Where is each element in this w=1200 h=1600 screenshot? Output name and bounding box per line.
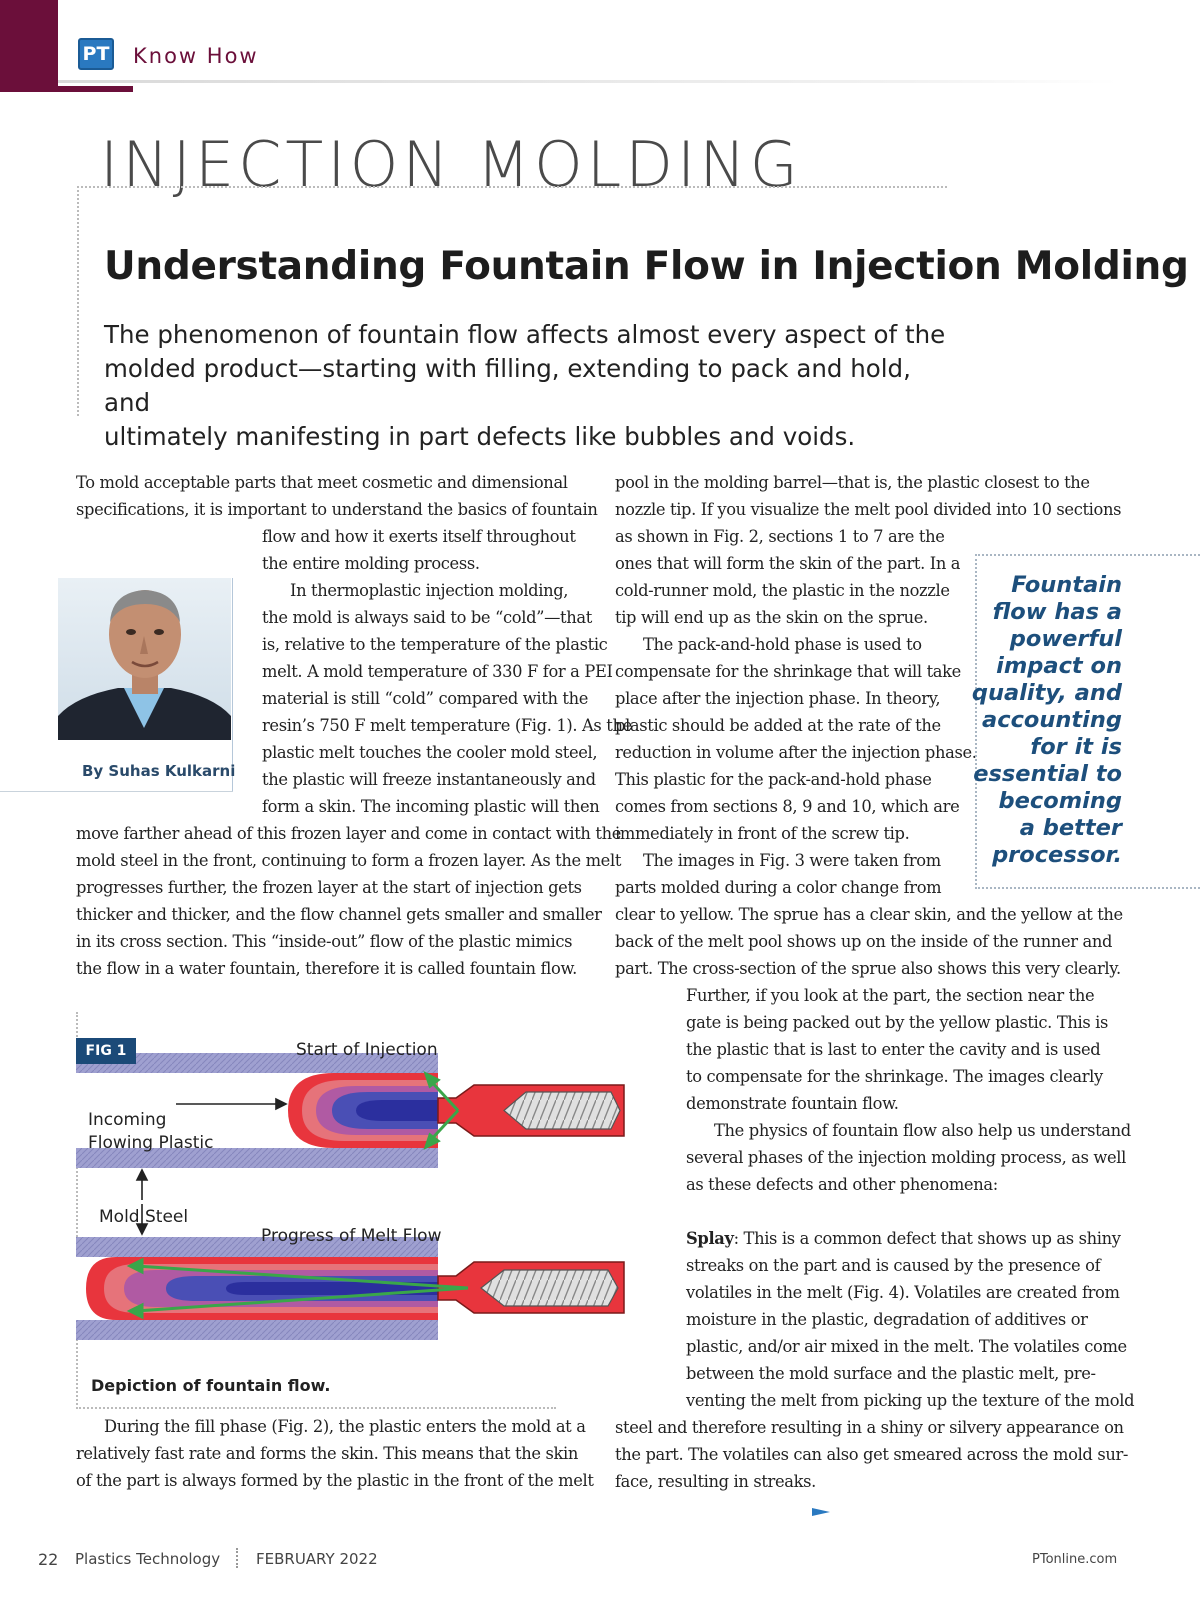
pull-quote-line: processor. [992,842,1122,868]
footer-website[interactable]: PTonline.com [1032,1552,1118,1567]
body-line: back of the melt pool shows up on the inside of the runner and [615,932,1113,951]
article-deck [104,318,964,454]
pull-quote-line: quality, and [971,680,1122,706]
body-line: the plastic that is last to enter the cavity and is used [686,1040,1101,1059]
body-line: volatiles in the melt (Fig. 4). Volatiles are created from [686,1283,1120,1302]
pull-quote-line: flow has a [992,599,1122,625]
pull-quote-line: Fountain [1011,572,1122,598]
footer-separator [236,1548,238,1568]
body-line: progresses further, the frozen layer at the start of injection gets [76,878,582,897]
body-line: This plastic for the pack-and-hold phase [615,770,932,789]
body-line: as these defects and other phenomena: [686,1175,998,1194]
pull-quote-line: accounting [982,707,1122,733]
body-line: thicker and thicker, and the flow channel gets smaller and smaller [76,905,602,924]
body-line: compensate for the shrinkage that will take [615,662,961,681]
body-line: The pack-and-hold phase is used to [643,635,922,654]
author-portrait-illustration [58,578,231,740]
body-line: cold-runner mold, the plastic in the nozzle [615,581,950,600]
body-line: plastic, and/or air mixed in the melt. The volatiles come [686,1337,1127,1356]
article-headline: Understanding Fountain Flow in Injection Molding [104,244,1189,289]
body-line: ones that will form the skin of the part. In a [615,554,961,573]
body-line: the part. The volatiles can also get smeared across the mold sur- [615,1445,1129,1464]
footer-issue: FEBRUARY 2022 [256,1550,378,1568]
body-line: in its cross section. This “inside-out” flow of the plastic mimics [76,932,573,951]
body-line: plastic melt touches the cooler mold steel, [262,743,598,762]
header-color-tab [58,86,133,92]
body-line: flow and how it exerts itself throughout [262,527,576,546]
body-line: move farther ahead of this frozen layer and come in contact with the [76,824,622,843]
splay-text: : This is a common defect that shows up as shiny [733,1229,1121,1248]
body-line: mold steel in the front, continuing to form a frozen layer. As the melt [76,851,622,870]
pull-quote-line: powerful [1009,626,1122,652]
body-line: The images in Fig. 3 were taken from [643,851,941,870]
body-line: venting the melt from picking up the texture of the mold [686,1391,1135,1410]
body-line: relatively fast rate and forms the skin. This means that the skin [76,1444,578,1463]
body-line: to compensate for the shrinkage. The images clearly [686,1067,1103,1086]
pull-quote-line: essential to [973,761,1122,787]
body-line: steel and therefore resulting in a shiny or silvery appearance on [615,1418,1124,1437]
body-line: comes from sections 8, 9 and 10, which are [615,797,960,816]
body-line: tip will end up as the skin on the sprue. [615,608,928,627]
body-line: parts molded during a color change from [615,878,942,897]
footer-publication: Plastics Technology [75,1550,221,1568]
mold-steel-bottom-lower [76,1320,438,1340]
label-incoming: Incoming [88,1110,167,1130]
body-line: During the fill phase (Fig. 2), the plastic enters the mold at a [104,1417,586,1436]
body-line: reduction in volume after the injection phase. [615,743,977,762]
deck-line: The phenomenon of fountain flow affects almost every aspect of the [104,320,946,349]
body-line: the flow in a water fountain, therefore it is called fountain flow. [76,959,577,978]
label-progress-of-melt-flow: Progress of Melt Flow [261,1226,442,1246]
body-line: between the mold surface and the plastic melt, pre- [686,1364,1096,1383]
pull-quote-line: for it is [1030,734,1122,760]
figure-badge: FIG 1 [76,1038,136,1064]
pull-quote-line: impact on [996,653,1122,679]
body-line: To mold acceptable parts that meet cosmetic and dimensional [76,473,568,492]
body-line: gate is being packed out by the yellow plastic. This is [686,1013,1109,1032]
body-line: In thermoplastic injection molding, [290,581,569,600]
label-mold-steel: Mold Steel [99,1207,189,1227]
body-line: the mold is always said to be “cold”—that [262,608,592,627]
pt-logo: PT [78,38,114,70]
body-line: melt. A mold temperature of 330 F for a PEI [262,662,613,681]
body-line: face, resulting in streaks. [615,1472,816,1491]
pull-quote-line: a better [1019,815,1122,841]
body-line: place after the injection phase. In theory, [615,689,941,708]
body-line: nozzle tip. If you visualize the melt pool divided into 10 sections [615,500,1122,519]
header-rule [58,80,1118,83]
body-line: form a skin. The incoming plastic will then [262,797,600,816]
author-byline: By Suhas Kulkarni [82,762,236,780]
body-line: part. The cross-section of the sprue also shows this very clearly. [615,959,1121,978]
header-color-bar [0,0,58,92]
body-line: of the part is always formed by the plastic in the front of the melt [76,1471,594,1490]
body-line: as shown in Fig. 2, sections 1 to 7 are the [615,527,945,546]
splay-term: Splay [686,1229,734,1248]
body-line: Further, if you look at the part, the section near the [686,986,1095,1005]
figure-caption: Depiction of fountain flow. [91,1376,331,1395]
fountain-flow-diagram [76,1040,631,1370]
body-line: material is still “cold” compared with the [262,689,589,708]
body-line: is, relative to the temperature of the plastic [262,635,608,654]
byline-rule [0,791,233,792]
end-of-page-arrow-icon [812,1508,830,1516]
body-line: resin’s 750 F melt temperature (Fig. 1). As the [262,716,632,735]
splay-line [686,1229,1121,1249]
body-line: demonstrate fountain flow. [686,1094,899,1113]
body-line: the entire molding process. [262,554,480,573]
body-line: streaks on the part and is caused by the presence of [686,1256,1101,1275]
body-line: clear to yellow. The sprue has a clear skin, and the yellow at the [615,905,1123,924]
body-line: moisture in the plastic, degradation of additives or [686,1310,1088,1329]
body-line: plastic should be added at the rate of the [615,716,941,735]
melt-front-top [288,1073,438,1148]
department-title: INJECTION MOLDING [100,128,802,201]
author-photo [58,578,231,740]
body-line: immediately in front of the screw tip. [615,824,910,843]
body-line: pool in the molding barrel—that is, the plastic closest to the [615,473,1090,492]
label-start-of-injection: Start of Injection [296,1040,438,1060]
body-line: specifications, it is important to understand the basics of fountain [76,500,598,519]
section-label: Know How [133,44,259,68]
nozzle-top [438,1085,624,1136]
pull-quote-line: becoming [998,788,1122,814]
deck-line: ultimately manifesting in part defects like bubbles and voids. [104,422,856,451]
body-line: the plastic will freeze instantaneously and [262,770,596,789]
page-number: 22 [38,1550,59,1569]
body-line: The physics of fountain flow also help us understand [714,1121,1131,1140]
body-line: several phases of the injection molding process, as well [686,1148,1126,1167]
label-flowing-plastic: Flowing Plastic [88,1133,214,1153]
deck-line: molded product—starting with filling, extending to pack and hold, and [104,354,911,417]
